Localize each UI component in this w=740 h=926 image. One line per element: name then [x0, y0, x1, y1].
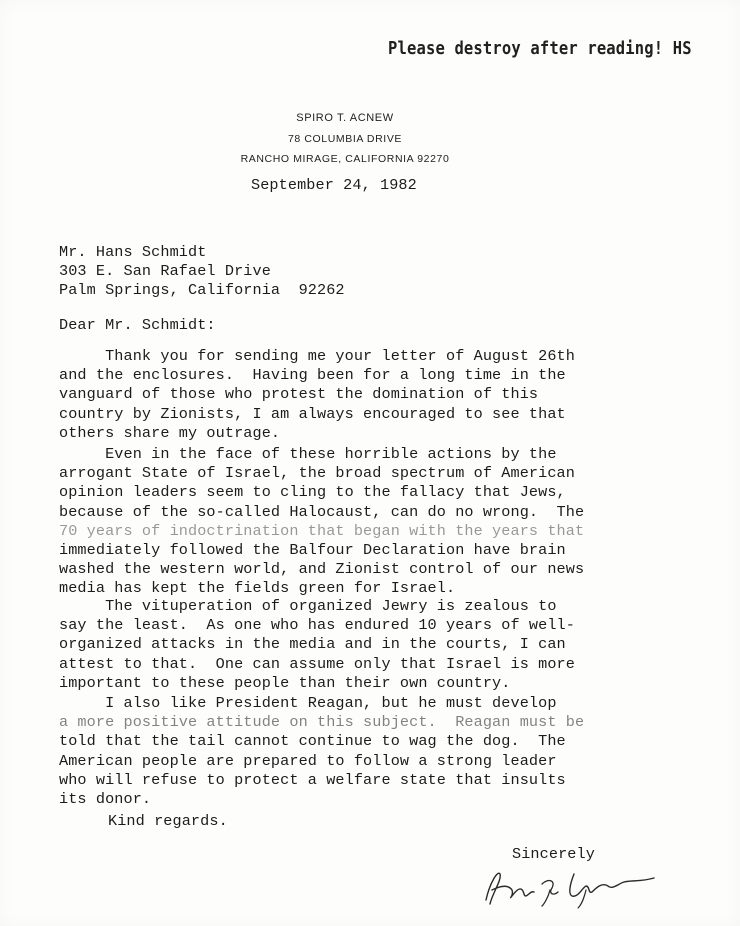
text-line: who will refuse to protect a welfare state that insults	[59, 770, 566, 789]
text-line: its donor.	[59, 790, 152, 809]
letterhead-city: RANCHO MIRAGE, CALIFORNIA 92270	[240, 153, 450, 165]
text-line: country by Zionists, I am always encouraged to see that	[59, 404, 566, 423]
paragraph-4	[59, 694, 584, 809]
recipient-line: 303 E. San Rafael Drive	[59, 262, 271, 281]
letter-date: September 24, 1982	[251, 176, 417, 194]
text-line: and the enclosures. Having been for a long time in the	[59, 366, 566, 385]
text-line: attest to that. One can assume only that Israel is more	[59, 654, 575, 673]
recipient-line: Palm Springs, California 92262	[59, 281, 345, 300]
text-line: Even in the face of these horrible actions by the	[59, 445, 557, 463]
letterhead-name: SPIRO T. ACNEW	[296, 112, 394, 124]
text-line: washed the western world, and Zionist control of our news	[59, 560, 585, 579]
paragraph-1	[59, 347, 575, 443]
signature-image	[478, 860, 668, 910]
text-line: organized attacks in the media and in the courts, I can	[59, 635, 566, 654]
text-line: 70 years of indoctrination that began with the years that	[59, 521, 585, 540]
text-line: important to these people than their own country.	[59, 673, 511, 692]
text-line: media has kept the fields green for Israel.	[59, 579, 456, 598]
text-line: told that the tail cannot continue to wag the dog. The	[59, 732, 566, 751]
closing: Kind regards.	[108, 812, 228, 830]
text-line: I also like President Reagan, but he must develop	[59, 694, 557, 712]
text-line: American people are prepared to follow a strong leader	[59, 751, 557, 770]
text-line: Thank you for sending me your letter of August 26th	[59, 347, 575, 365]
handwritten-note: Please destroy after reading! HS	[388, 38, 692, 59]
text-line: opinion leaders seem to cling to the fallacy that Jews,	[59, 483, 566, 502]
text-line: arrogant State of Israel, the broad spectrum of American	[59, 464, 575, 483]
sign-off: Sincerely	[512, 845, 595, 863]
text-line: others share my outrage.	[59, 423, 281, 442]
text-line: immediately followed the Balfour Declaration have brain	[59, 541, 566, 560]
text-line: because of the so-called Halocaust, can do no wrong. The	[59, 502, 585, 521]
paragraph-2	[59, 445, 584, 599]
text-line: a more positive attitude on this subject. Reagan must be	[59, 713, 585, 732]
paragraph-3	[59, 597, 575, 693]
recipient-address	[59, 243, 345, 301]
text-line: vanguard of those who protest the domination of this	[59, 385, 539, 404]
text-line: The vituperation of organized Jewry is zealous to	[59, 597, 557, 615]
salutation: Dear Mr. Schmidt:	[59, 316, 216, 334]
recipient-line: Mr. Hans Schmidt	[59, 243, 207, 261]
letterhead-street: 78 COLUMBIA DRIVE	[287, 133, 403, 145]
text-line: say the least. As one who has endured 10 years of well-	[59, 616, 575, 635]
